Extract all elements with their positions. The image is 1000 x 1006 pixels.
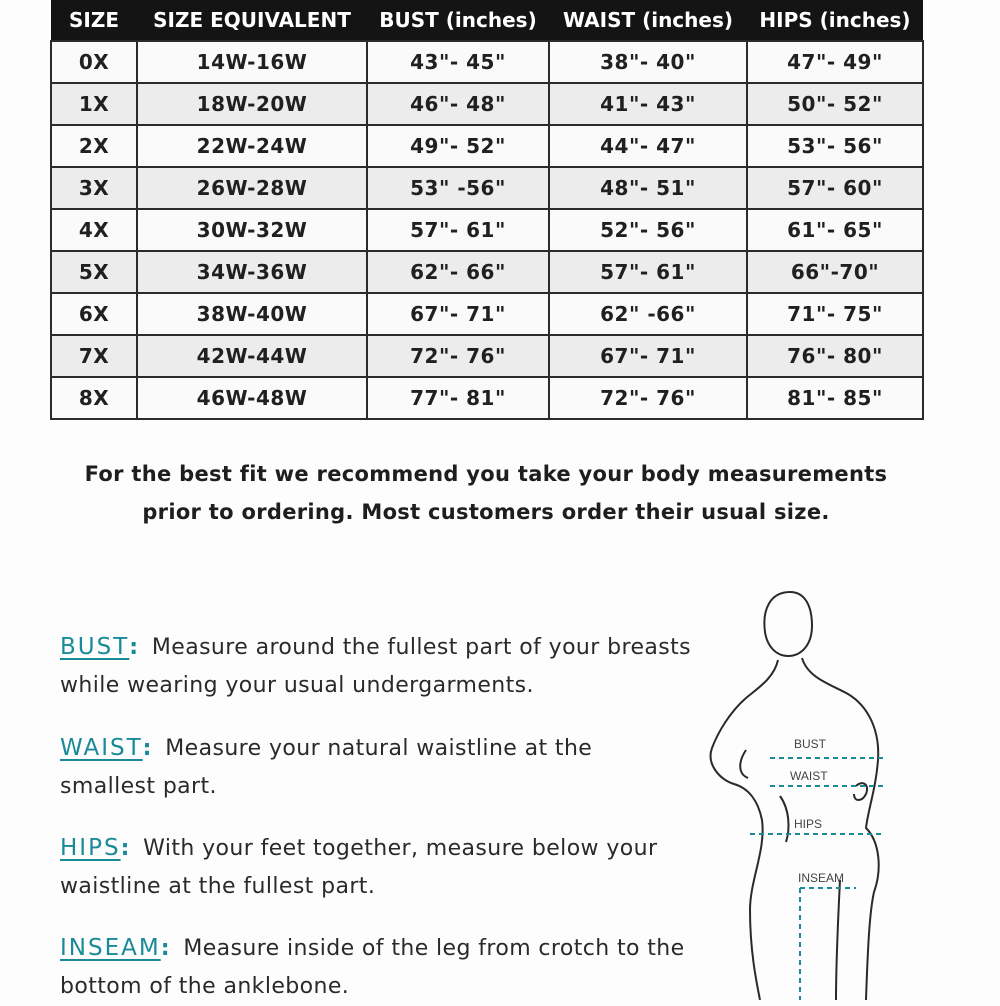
inseam-term: INSEAM	[60, 935, 161, 961]
cell-size-equivalent: 42W-44W	[137, 335, 367, 377]
inseam-instruction	[60, 929, 760, 1006]
header-hips: HIPS (inches)	[747, 0, 923, 41]
table-row	[51, 41, 923, 83]
header-bust: BUST (inches)	[367, 0, 549, 41]
hips-text-line-1: With your feet together, measure below your	[143, 836, 658, 861]
inseam-text-line-2: bottom of the anklebone.	[60, 974, 350, 999]
cell-bust: 72"- 76"	[367, 335, 549, 377]
waist-term: WAIST	[60, 735, 143, 761]
cell-bust: 57"- 61"	[367, 209, 549, 251]
cell-size: 5X	[51, 251, 137, 293]
cell-hips: 66"-70"	[747, 251, 923, 293]
cell-size-equivalent: 14W-16W	[137, 41, 367, 83]
cell-waist: 44"- 47"	[549, 125, 747, 167]
waist-colon: :	[142, 736, 152, 761]
table-row	[51, 83, 923, 125]
bust-text-line-2: while wearing your usual undergarments.	[60, 673, 534, 698]
bust-text-line-1: Measure around the fullest part of your breasts	[151, 635, 692, 660]
cell-size: 3X	[51, 167, 137, 209]
table-row	[51, 377, 923, 419]
hips-text-line-2: waistline at the fullest part.	[60, 874, 376, 899]
cell-size: 8X	[51, 377, 137, 419]
cell-bust: 43"- 45"	[367, 41, 549, 83]
cell-hips: 76"- 80"	[747, 335, 923, 377]
cell-hips: 61"- 65"	[747, 209, 923, 251]
figure-label-bust: BUST	[794, 737, 827, 751]
fit-note-line-1: For the best fit we recommend you take your body measurements	[84, 462, 888, 486]
cell-bust: 53" -56"	[367, 167, 549, 209]
cell-size-equivalent: 22W-24W	[137, 125, 367, 167]
waist-text-line-1: Measure your natural waistline at the	[165, 736, 593, 761]
header-waist: WAIST (inches)	[549, 0, 747, 41]
bust-instruction	[60, 628, 760, 705]
cell-hips: 71"- 75"	[747, 293, 923, 335]
cell-waist: 62" -66"	[549, 293, 747, 335]
bust-colon: :	[129, 635, 139, 660]
cell-size-equivalent: 38W-40W	[137, 293, 367, 335]
hips-instruction	[60, 829, 760, 906]
cell-hips: 57"- 60"	[747, 167, 923, 209]
cell-waist: 48"- 51"	[549, 167, 747, 209]
figure-label-waist: WAIST	[790, 769, 828, 783]
cell-size: 6X	[51, 293, 137, 335]
hips-colon: :	[120, 836, 130, 861]
waist-instruction	[60, 729, 760, 806]
cell-size-equivalent: 30W-32W	[137, 209, 367, 251]
cell-waist: 38"- 40"	[549, 41, 747, 83]
cell-bust: 67"- 71"	[367, 293, 549, 335]
hips-term: HIPS	[60, 835, 121, 861]
fit-note-line-2: prior to ordering. Most customers order their usual size.	[142, 500, 830, 524]
body-outline	[711, 592, 879, 1000]
cell-bust: 62"- 66"	[367, 251, 549, 293]
cell-hips: 81"- 85"	[747, 377, 923, 419]
cell-size-equivalent: 18W-20W	[137, 83, 367, 125]
header-size: SIZE	[51, 0, 137, 41]
cell-size-equivalent: 34W-36W	[137, 251, 367, 293]
cell-size: 1X	[51, 83, 137, 125]
cell-size: 0X	[51, 41, 137, 83]
cell-bust: 77"- 81"	[367, 377, 549, 419]
cell-waist: 52"- 56"	[549, 209, 747, 251]
table-row	[51, 335, 923, 377]
cell-hips: 53"- 56"	[747, 125, 923, 167]
bust-term: BUST	[60, 634, 130, 660]
table-row	[51, 125, 923, 167]
cell-bust: 49"- 52"	[367, 125, 549, 167]
cell-waist: 57"- 61"	[549, 251, 747, 293]
header-size-equivalent: SIZE EQUIVALENT	[137, 0, 367, 41]
figure-label-hips: HIPS	[794, 817, 823, 831]
cell-size: 4X	[51, 209, 137, 251]
cell-hips: 50"- 52"	[747, 83, 923, 125]
table-row	[51, 293, 923, 335]
cell-bust: 46"- 48"	[367, 83, 549, 125]
table-body	[51, 41, 923, 419]
cell-waist: 67"- 71"	[549, 335, 747, 377]
cell-size: 2X	[51, 125, 137, 167]
cell-waist: 41"- 43"	[549, 83, 747, 125]
inseam-text-line-1: Measure inside of the leg from crotch to the	[183, 936, 685, 961]
cell-size-equivalent: 46W-48W	[137, 377, 367, 419]
figure-label-inseam: INSEAM	[798, 871, 845, 885]
table-header-row	[51, 0, 923, 41]
inseam-colon: :	[160, 936, 170, 961]
cell-size: 7X	[51, 335, 137, 377]
table-row	[51, 251, 923, 293]
waist-text-line-2: smallest part.	[60, 774, 217, 799]
cell-waist: 72"- 76"	[549, 377, 747, 419]
body-silhouette-figure	[690, 580, 900, 1000]
table-row	[51, 209, 923, 251]
cell-hips: 47"- 49"	[747, 41, 923, 83]
cell-size-equivalent: 26W-28W	[137, 167, 367, 209]
size-chart-table	[50, 0, 924, 420]
table-row	[51, 167, 923, 209]
